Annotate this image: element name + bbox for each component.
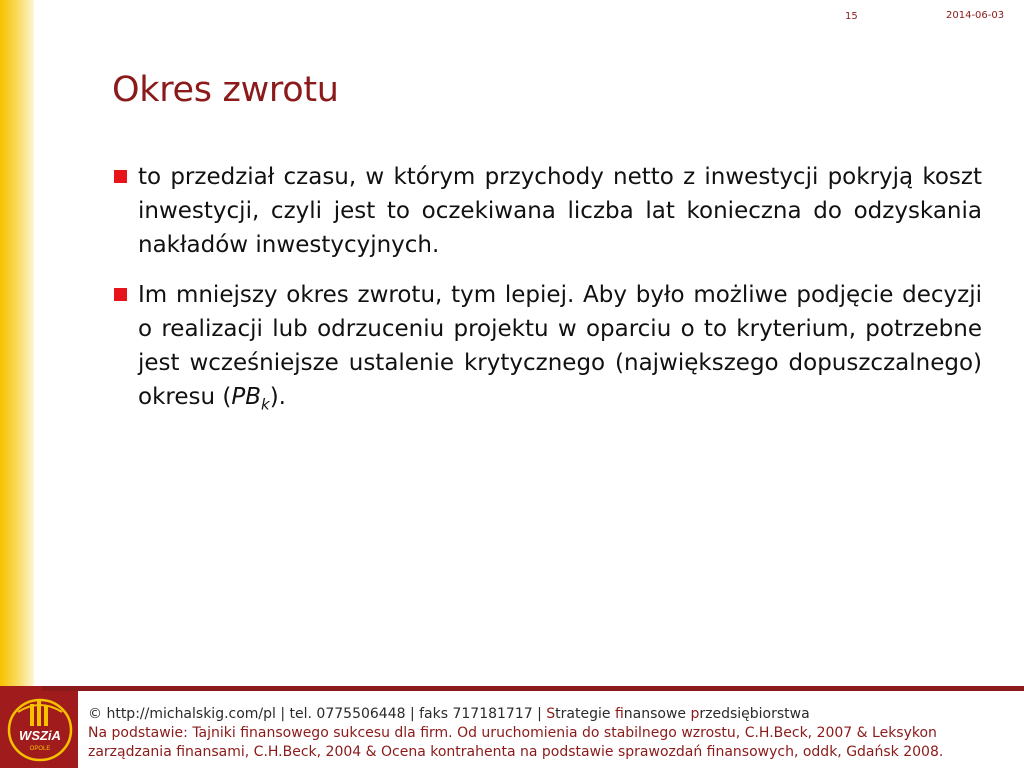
- bullet-text-before: Im mniejszy okres zwrotu, tym lepiej. Aby było możliwe podjęcie decyzji o realizacji lub odrzuceniu projektu w oparciu o to kryterium, potrzebne jest wcześniejsze ustalenie krytycznego (największego dopuszczalnego) okresu (: [138, 282, 982, 410]
- footer-source: Na podstawie: Tajniki finansowego sukcesu dla firm. Od uruchomienia do stabilnego wzrostu, C.H.Beck, 2007 & Leksykon zarządzania finansami, C.H.Beck, 2004 & Ocena kontrahenta na podstawie sprawozdań finansowych, oddk, Gdańsk 2008.: [88, 725, 944, 760]
- pb-symbol: PB: [231, 384, 261, 410]
- slide-number: 15: [845, 11, 858, 22]
- bullet-text: to przedział czasu, w którym przychody netto z inwestycji pokryją koszt inwestycji, czyli jest to oczekiwana liczba lat konieczna do odzyskania nakładów inwestycyjnych.: [138, 164, 982, 258]
- bullet-text-after: ).: [269, 384, 286, 410]
- square-bullet-icon: [114, 170, 127, 183]
- bullet-item-definition: [114, 160, 982, 262]
- logo-text: WSZiA: [19, 728, 61, 743]
- pb-subscript: k: [261, 395, 270, 414]
- logo-subtext: OPOLE: [29, 746, 51, 752]
- bullet-list: [114, 160, 982, 438]
- left-decorative-band: [0, 0, 34, 686]
- footer-contact-line: [88, 705, 1018, 724]
- square-bullet-icon: [114, 288, 127, 301]
- footer-brand: Strategie finansowe przedsiębiorstwa: [546, 706, 810, 722]
- slide-date: 2014-06-03: [946, 10, 1005, 21]
- footer-contact: © http://michalskig.com/pl | tel. 0775506448 | faks 717181717 |: [88, 706, 542, 722]
- footer-divider: [42, 686, 1024, 691]
- bullet-item-criterion: [114, 278, 982, 422]
- slide-title: Okres zwrotu: [112, 70, 339, 110]
- wszia-logo-icon: [4, 690, 76, 764]
- footer: [88, 705, 1018, 762]
